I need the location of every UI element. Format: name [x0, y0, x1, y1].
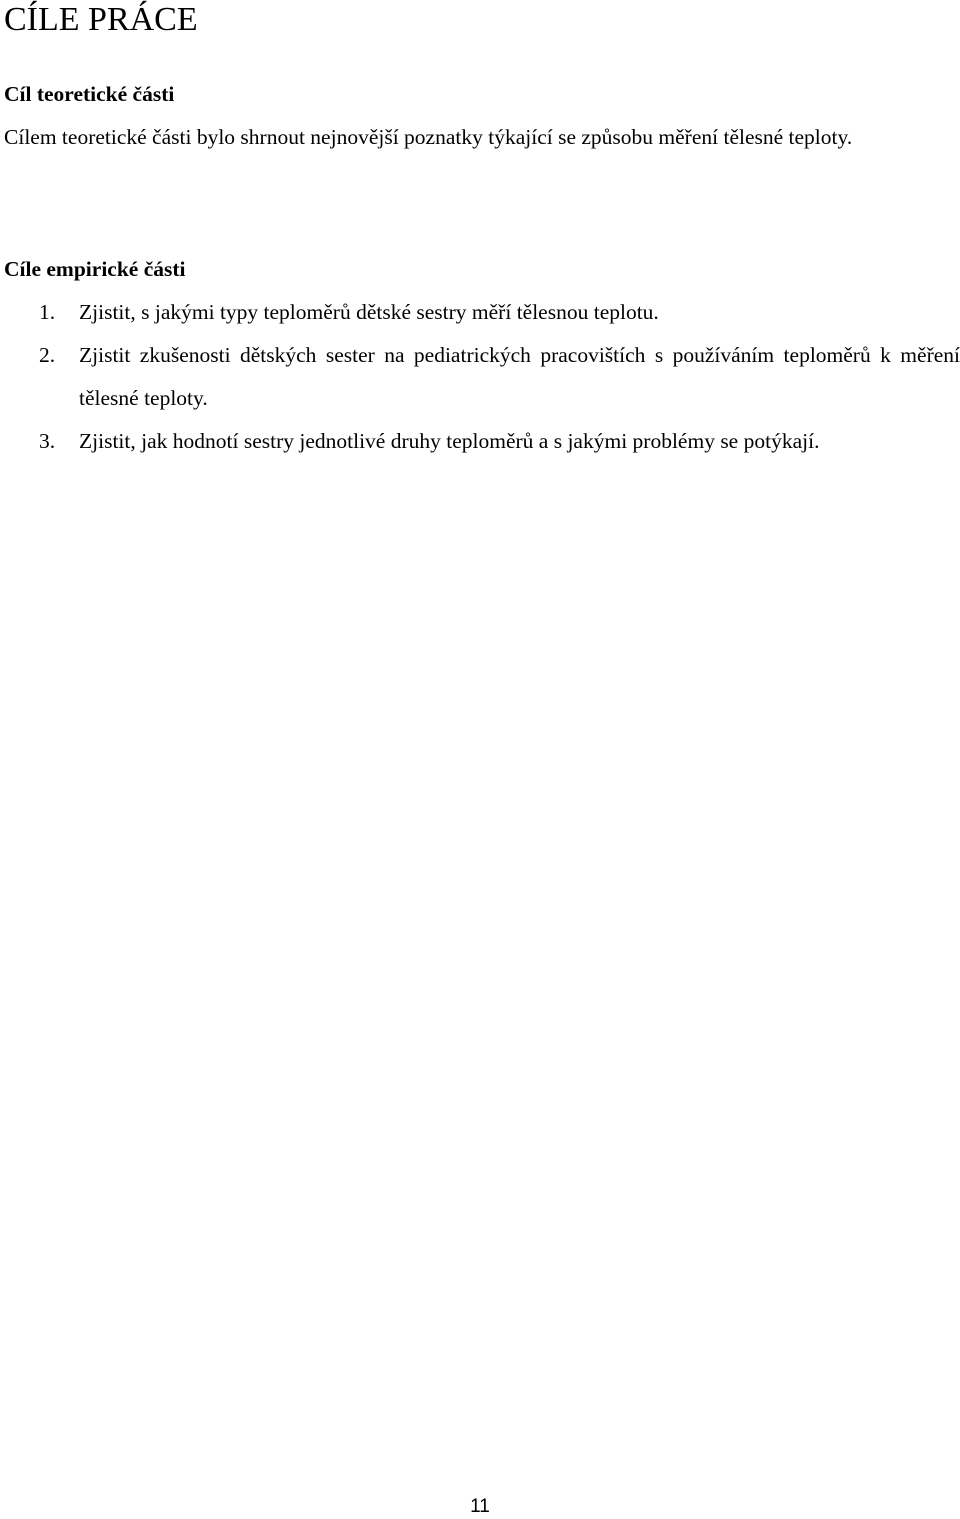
list-item [4, 334, 960, 420]
goal-number: 3. [39, 429, 56, 453]
list-item [4, 291, 960, 334]
list-item [4, 420, 960, 463]
goal-number: 1. [39, 300, 56, 324]
goal-number: 2. [39, 343, 56, 367]
goal-text: Zjistit zkušenosti dětských sester na pediatrických pracovištích s používáním teploměrů k měření tělesné teploty. [79, 343, 960, 410]
goal-text: Zjistit, s jakými typy teploměrů dětské sestry měří tělesnou teplotu. [79, 300, 659, 324]
empirical-heading: Cíle empirické části [4, 257, 186, 281]
goal-text: Zjistit, jak hodnotí sestry jednotlivé druhy teploměrů a s jakými problémy se potýkají. [79, 429, 820, 453]
empirical-goals-list [4, 291, 960, 463]
theory-paragraph: Cílem teoretické části bylo shrnout nejnovější poznatky týkající se způsobu měření tělesné teploty. [4, 125, 853, 149]
theory-heading: Cíl teoretické části [4, 82, 175, 106]
page-number: 11 [470, 1496, 490, 1517]
page-title: CÍLE PRÁCE [4, 1, 198, 38]
